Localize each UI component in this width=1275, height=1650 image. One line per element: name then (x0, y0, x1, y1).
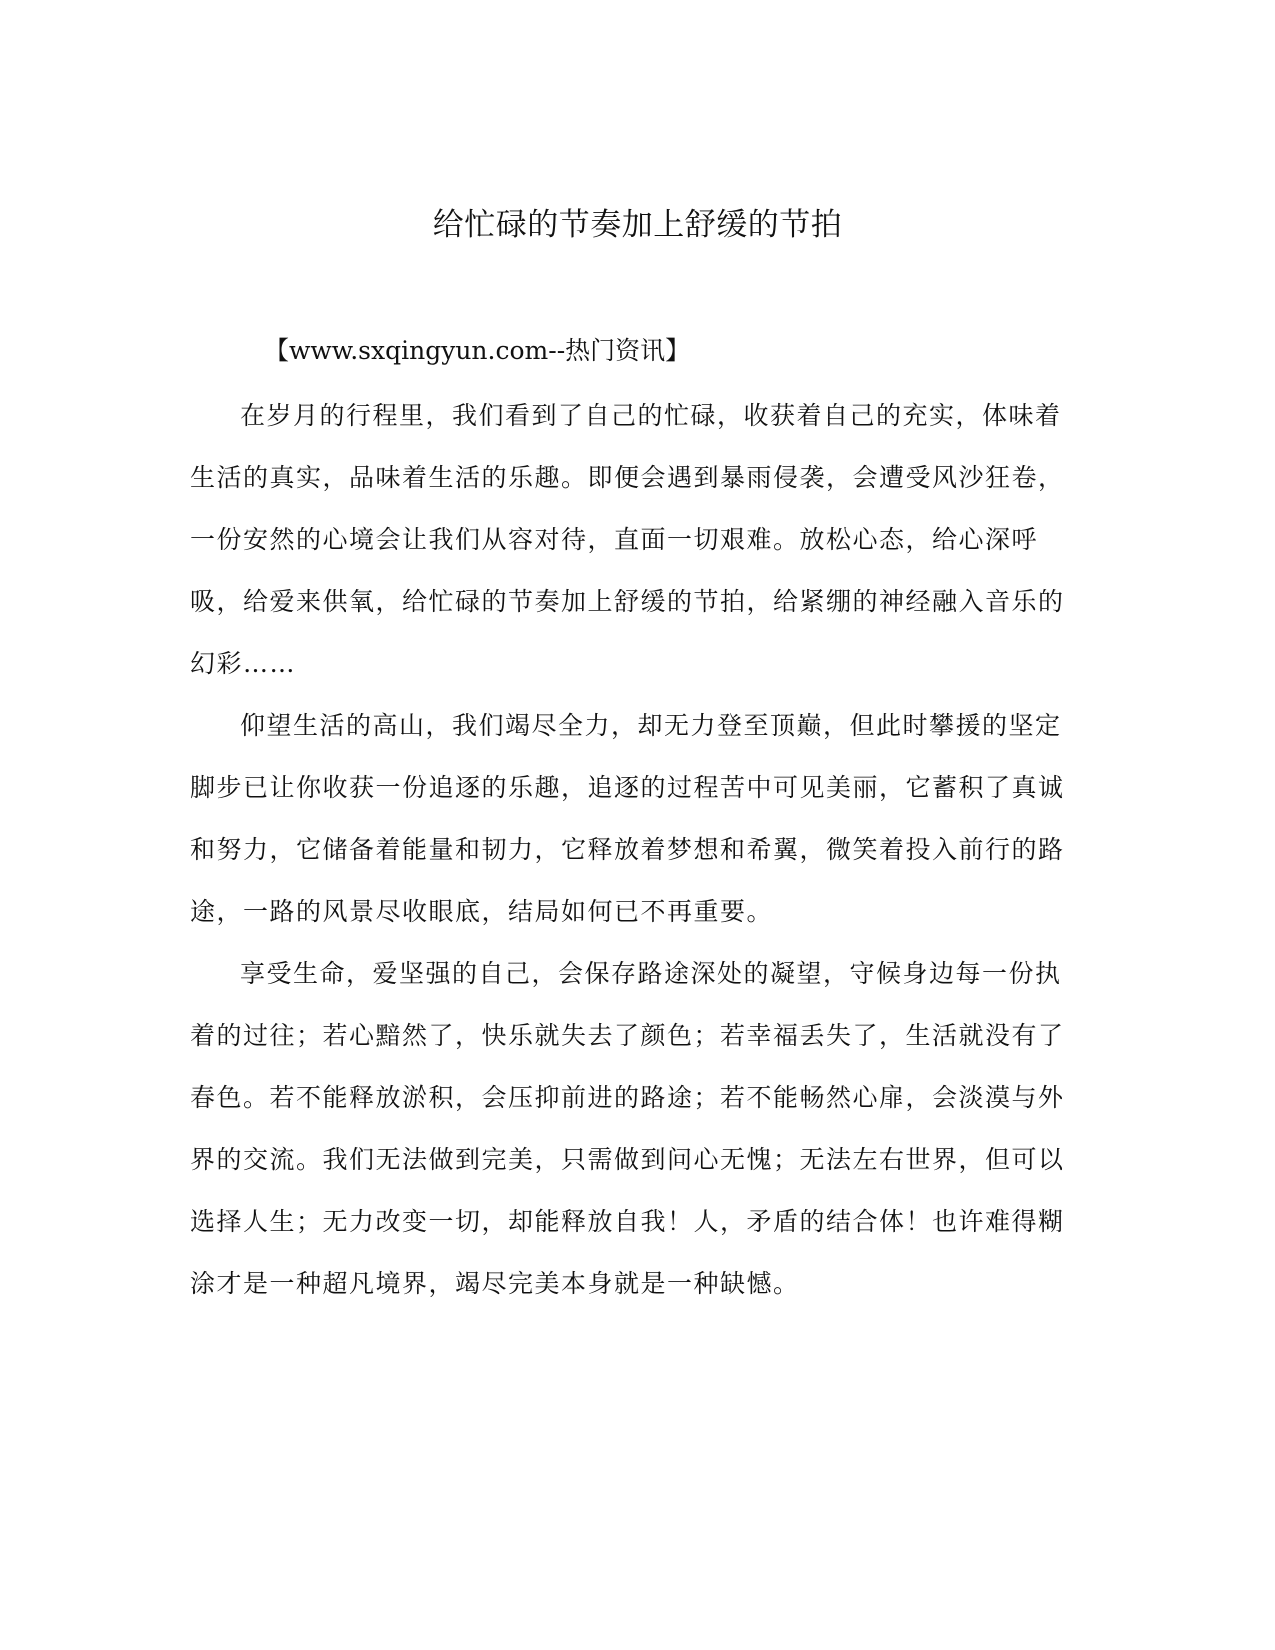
paragraph-2: 仰望生活的高山，我们竭尽全力，却无力登至顶巅，但此时攀援的坚定脚步已让你收获一份追逐的乐趣，追逐的过程苦中可见美丽，它蓄积了真诚和努力，它储备着能量和韧力，它释放着梦想和希翼，微笑着投入前行的路途，一路的风景尽收眼底，结局如何已不再重要。 (190, 711, 1065, 926)
source-tag: 【www.sxqingyun.com--热门资讯】 (264, 336, 691, 365)
paragraph-3: 享受生命，爱坚强的自己，会保存路途深处的凝望，守候身边每一份执着的过往；若心黯然了，快乐就失去了颜色；若幸福丢失了，生活就没有了春色。若不能释放淤积，会压抑前进的路途；若不能畅然心扉，会淡漠与外界的交流。我们无法做到完美，只需做到问心无愧；无法左右世界，但可以选择人生；无力改变一切，却能释放自我！人，矛盾的结合体！也许难得糊涂才是一种超凡境界，竭尽完美本身就是一种缺憾。 (190, 959, 1065, 1298)
document-title: 给忙碌的节奏加上舒缓的节拍 (432, 207, 843, 243)
paragraph-1: 在岁月的行程里，我们看到了自己的忙碌，收获着自己的充实，体味着生活的真实，品味着生活的乐趣。即便会遇到暴雨侵袭，会遭受风沙狂卷，一份安然的心境会让我们从容对待，直面一切艰难。放松心态，给心深呼吸，给爱来供氧，给忙碌的节奏加上舒缓的节拍，给紧绷的神经融入音乐的幻彩…… (190, 401, 1065, 678)
article-body (190, 385, 1080, 1315)
